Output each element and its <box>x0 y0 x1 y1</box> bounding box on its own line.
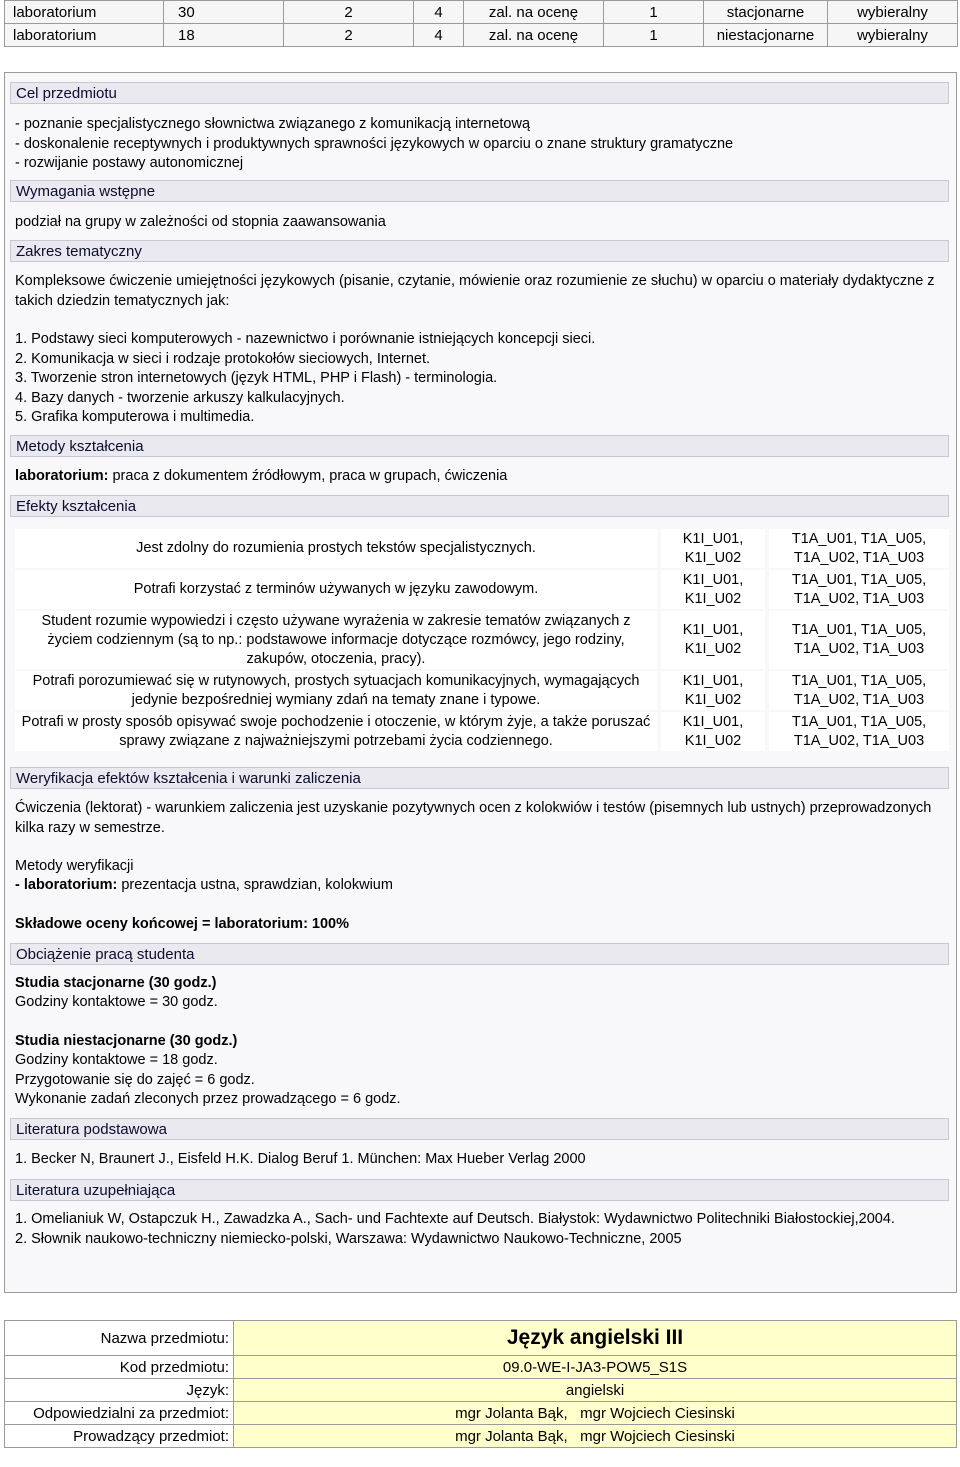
class-mode: niestacjonarne <box>704 24 828 47</box>
course-responsible: mgr Jolanta Bąk, mgr Wojciech Ciesinski <box>234 1402 957 1425</box>
section-header-cel: Cel przedmiotu <box>10 82 949 104</box>
cel-line: - poznanie specjalistycznego słownictwa związanego z komunikacją internetową <box>15 116 531 132</box>
class-hours: 30 <box>164 1 284 24</box>
niestacjonarne-lines <box>15 1051 945 1110</box>
table-row <box>5 1425 957 1448</box>
efekt-desc: Student rozumie wypowiedzi i często używane wyrażenia w zakresie tematów związanych z życiem codziennym (są to np.: podstawowe informacje dotyczące rozmówcy, jego rodziny, zakupów, otoczenia, pracy). <box>15 611 657 669</box>
class-semester: 1 <box>604 24 704 47</box>
table-row <box>15 611 949 669</box>
efekt-t: T1A_U01, T1A_U05, T1A_U02, T1A_U03 <box>765 712 949 751</box>
stacjonarne-title: Studia stacjonarne (30 godz.) <box>15 975 217 991</box>
course-code: 09.0-WE-I-JA3-POW5_S1S <box>234 1356 957 1379</box>
class-hours: 18 <box>164 24 284 47</box>
list-item: Godziny kontaktowe = 18 godz. <box>15 1052 218 1068</box>
class-hours-week: 2 <box>284 1 414 24</box>
efekt-t: T1A_U01, T1A_U05, T1A_U02, T1A_U03 <box>765 570 949 609</box>
list-item: 2. Komunikacja w sieci i rodzaje protokołów sieciowych, Internet. <box>15 350 431 367</box>
class-type: wybieralny <box>828 24 958 47</box>
classes-table <box>4 0 958 47</box>
class-semester: 1 <box>604 1 704 24</box>
lit-podst-item: 1. Becker N, Braunert J., Eisfeld H.K. Dialog Beruf 1. München: Max Hueber Verlag 2000 <box>15 1151 586 1167</box>
section-header-lit-uzup: Literatura uzupełniająca <box>10 1179 949 1201</box>
table-row <box>5 1379 957 1402</box>
efekt-t: T1A_U01, T1A_U05, T1A_U02, T1A_U03 <box>765 529 949 568</box>
course-name: Język angielski III <box>234 1321 957 1356</box>
class-form: laboratorium <box>5 24 164 47</box>
cel-line: - doskonalenie receptywnych i produktywnych sprawności językowych w oparciu o znane struktury gramatyczne <box>15 135 734 152</box>
course-language: angielski <box>234 1379 957 1402</box>
class-type: wybieralny <box>828 1 958 24</box>
list-item: Wykonanie zadań zleconych przez prowadzącego = 6 godz. <box>15 1091 401 1107</box>
efekt-desc: Potrafi korzystać z terminów używanych w języku zawodowym. <box>15 570 657 609</box>
table-row <box>15 671 949 710</box>
section-header-metody: Metody kształcenia <box>10 435 949 457</box>
table-row <box>5 24 958 47</box>
table-row <box>15 712 949 751</box>
section-header-obciazenie: Obciążenie pracą studenta <box>10 943 949 965</box>
list-item: 1. Podstawy sieci komputerowych - nazewnictwo i porównanie istniejących koncepcji sieci. <box>15 331 596 347</box>
cel-text <box>15 115 945 174</box>
efekt-k: K1I_U01, K1I_U02 <box>657 529 765 568</box>
efekt-t: T1A_U01, T1A_U05, T1A_U02, T1A_U03 <box>765 611 949 669</box>
list-item: 4. Bazy danych - tworzenie arkuszy kalkulacyjnych. <box>15 389 345 406</box>
stacjonarne-line: Godziny kontaktowe = 30 godz. <box>15 994 218 1010</box>
table-row <box>5 1356 957 1379</box>
list-item: 2. Słownik naukowo-techniczny niemiecko-polski, Warszawa: Wydawnictwo Naukowo-Techniczne, 2005 <box>15 1230 682 1247</box>
class-credit: zal. na ocenę <box>464 1 604 24</box>
list-item: 1. Omelianiuk W, Ostapczuk H., Zawadzka A., Sach- und Fachtexte auf Deutsch. Białystok: Wydawnictwo Politechniki Białostockiej,2004. <box>15 1211 895 1227</box>
section-header-wymagania: Wymagania wstępne <box>10 180 949 202</box>
list-item: 3. Tworzenie stron internetowych (język HTML, PHP i Flash) - terminologia. <box>15 370 498 386</box>
zakres-intro: Kompleksowe ćwiczenie umiejętności językowych (pisanie, czytanie, mówienie oraz rozumienie ze słuchu) w oparciu o materiały dydaktyczne z takich dziedzin tematycznych jak: <box>15 273 935 309</box>
efekt-k: K1I_U01, K1I_U02 <box>657 570 765 609</box>
table-row <box>5 1402 957 1425</box>
course-lecturer: mgr Jolanta Bąk, mgr Wojciech Ciesinski <box>234 1425 957 1448</box>
efekt-k: K1I_U01, K1I_U02 <box>657 611 765 669</box>
final-grade: Składowe oceny końcowej = laboratorium: 100% <box>15 916 350 932</box>
niestacjonarne-title: Studia niestacjonarne (30 godz.) <box>15 1033 238 1049</box>
section-header-weryfikacja: Weryfikacja efektów kształcenia i warunki zaliczenia <box>10 767 949 789</box>
zakres-list <box>15 330 945 428</box>
table-row <box>5 1 958 24</box>
section-header-zakres: Zakres tematyczny <box>10 240 949 262</box>
list-item: 5. Grafika komputerowa i multimedia. <box>15 409 255 425</box>
list-item: Przygotowanie się do zajęć = 6 godz. <box>15 1071 255 1088</box>
table-row <box>5 1321 957 1356</box>
efekt-k: K1I_U01, K1I_U02 <box>657 712 765 751</box>
table-row <box>15 529 949 568</box>
metody-text <box>15 467 945 487</box>
metody-value: praca z dokumentem źródłowym, praca w grupach, ćwiczenia <box>108 468 508 484</box>
weryfikacja-text: Ćwiczenia (lektorat) - warunkiem zaliczenia jest uzyskanie pozytywnych ocen z kolokwiów i testów (pisemnych lub ustnych) przeprowadzonych kilka razy w semestrze. <box>15 800 932 836</box>
class-hours-week: 2 <box>284 24 414 47</box>
weryfikacja-methods <box>15 876 945 896</box>
course-description <box>4 72 957 1293</box>
efekt-t: T1A_U01, T1A_U05, T1A_U02, T1A_U03 <box>765 671 949 710</box>
lecturer-label: Prowadzący przedmiot: <box>5 1425 234 1448</box>
name-label: Nazwa przedmiotu: <box>5 1321 234 1356</box>
section-header-efekty: Efekty kształcenia <box>10 495 949 517</box>
methods-value: prezentacja ustna, sprawdzian, kolokwium <box>117 877 393 893</box>
table-row <box>15 570 949 609</box>
efekt-k: K1I_U01, K1I_U02 <box>657 671 765 710</box>
methods-label: - laboratorium: <box>15 877 118 893</box>
class-credit: zal. na ocenę <box>464 24 604 47</box>
class-ects: 4 <box>414 1 464 24</box>
section-header-lit-podst: Literatura podstawowa <box>10 1118 949 1140</box>
efekt-desc: Potrafi porozumiewać się w rutynowych, prostych sytuacjach komunikacyjnych, wymagających jedynie bezpośredniej wymiany zdań na tematy znane i typowe. <box>15 671 657 710</box>
cel-line: - rozwijanie postawy autonomicznej <box>15 155 244 171</box>
wymagania-text: podział na grupy w zależności od stopnia zaawansowania <box>15 214 386 230</box>
class-mode: stacjonarne <box>704 1 828 24</box>
class-ects: 4 <box>414 24 464 47</box>
metody-label: laboratorium: <box>15 468 109 484</box>
course-info-table <box>4 1320 957 1448</box>
efekty-table <box>15 527 949 753</box>
language-label: Język: <box>5 1379 234 1402</box>
efekt-desc: Potrafi w prosty sposób opisywać swoje pochodzenie i otoczenie, w którym żyje, a także poruszać sprawy związane z najważniejszymi potrzebami życia codziennego. <box>15 712 657 751</box>
code-label: Kod przedmiotu: <box>5 1356 234 1379</box>
efekt-desc: Jest zdolny do rozumienia prostych tekstów specjalistycznych. <box>15 529 657 568</box>
lit-uzup-list <box>15 1210 945 1249</box>
weryfikacja-methods-title: Metody weryfikacji <box>15 858 134 874</box>
class-form: laboratorium <box>5 1 164 24</box>
responsible-label: Odpowiedzialni za przedmiot: <box>5 1402 234 1425</box>
